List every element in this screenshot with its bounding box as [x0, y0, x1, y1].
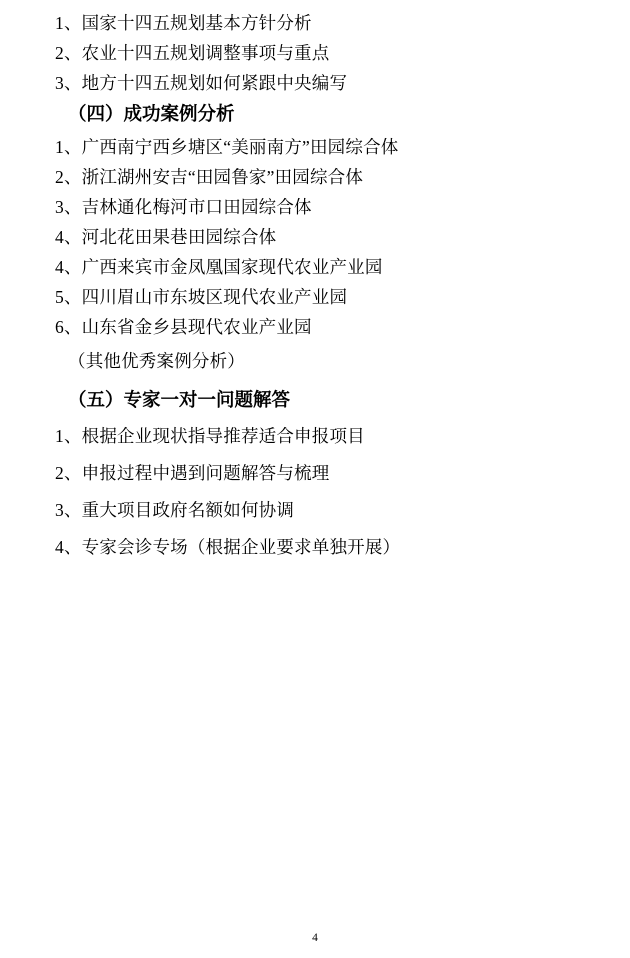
section-heading-four: （四）成功案例分析	[68, 105, 235, 125]
list-item: 1、广西南宁西乡塘区“美丽南方”田园综合体	[55, 137, 399, 157]
list-item: 4、河北花田果巷田园综合体	[55, 227, 277, 247]
list-item: 2、农业十四五规划调整事项与重点	[55, 43, 330, 63]
page-number: 4	[312, 932, 318, 944]
list-item: 3、重大项目政府名额如何协调	[55, 500, 295, 520]
section-heading-five: （五）专家一对一问题解答	[68, 391, 291, 411]
document-body	[55, 8, 592, 566]
list-item: 4、广西来宾市金凤凰国家现代农业产业园	[55, 257, 383, 277]
note-text: （其他优秀案例分析）	[68, 351, 245, 371]
list-item: 4、专家会诊专场（根据企业要求单独开展）	[55, 537, 401, 557]
list-item: 2、申报过程中遇到问题解答与梳理	[55, 463, 330, 483]
list-item: 3、吉林通化梅河市口田园综合体	[55, 197, 312, 217]
list-item: 1、根据企业现状指导推荐适合申报项目	[55, 426, 365, 446]
list-item: 1、国家十四五规划基本方针分析	[55, 13, 312, 33]
list-item: 5、四川眉山市东坡区现代农业产业园	[55, 287, 348, 307]
list-item: 3、地方十四五规划如何紧跟中央编写	[55, 73, 348, 93]
list-item: 2、浙江湖州安吉“田园鲁家”田园综合体	[55, 167, 364, 187]
list-item: 6、山东省金乡县现代农业产业园	[55, 317, 312, 337]
